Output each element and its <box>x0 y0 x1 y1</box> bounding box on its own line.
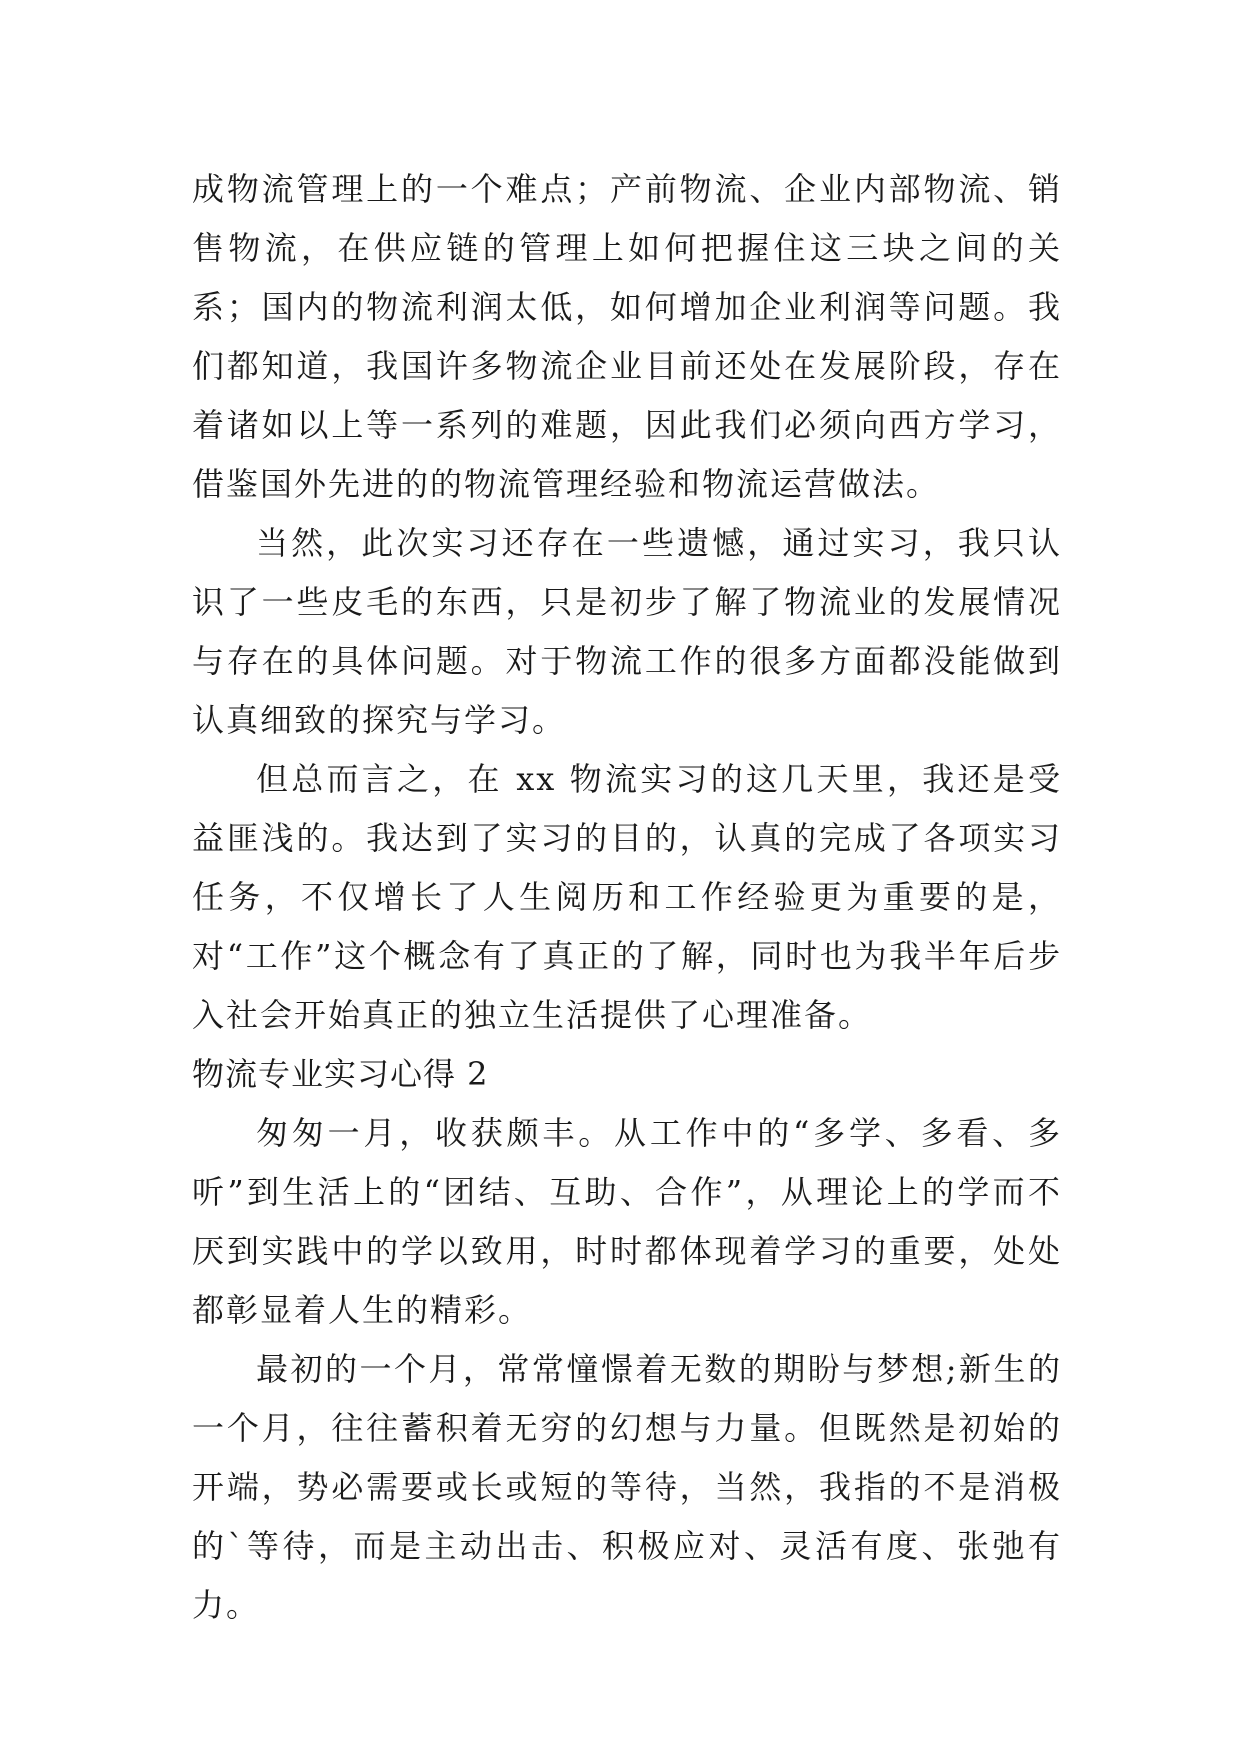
paragraph-internship-regrets: 当然，此次实习还存在一些遗憾，通过实习，我只认识了一些皮毛的东西，只是初步了解了物流业的发展情况与存在的具体问题。对于物流工作的很多方面都没能做到认真细致的探究与学习。 <box>192 524 1062 739</box>
paragraph-logistics-challenges: 成物流管理上的一个难点；产前物流、企业内部物流、销售物流，在供应链的管理上如何把握住这三块之间的关系；国内的物流利润太低，如何增加企业利润等问题。我们都知道，我国许多物流企业目前还处在发展阶段，存在着诸如以上等一系列的难题，因此我们必须向西方学习，借鉴国外先进的的物流管理经验和物流运营做法。 <box>192 170 1062 503</box>
paragraph-one-month-harvest: 匆匆一月，收获颇丰。从工作中的“多学、多看、多听”到生活上的“团结、互助、合作”，从理论上的学而不厌到实践中的学以致用，时时都体现着学习的重要，处处都彰显着人生的精彩。 <box>192 1114 1062 1329</box>
section-heading: 物流专业实习心得 2 <box>192 1055 489 1093</box>
paragraph-internship-summary: 但总而言之，在 xx 物流实习的这几天里，我还是受益匪浅的。我达到了实习的目的，认真的完成了各项实习任务，不仅增长了人生阅历和工作经验更为重要的是，对“工作”这个概念有了真正的了解，同时也为我半年后步入社会开始真正的独立生活提供了心理准备。 <box>192 760 1062 1034</box>
document-body <box>192 160 1062 1635</box>
paragraph-first-month: 最初的一个月，常常憧憬着无数的期盼与梦想;新生的一个月，往往蓄积着无穷的幻想与力量。但既然是初始的开端，势必需要或长或短的等待，当然，我指的不是消极的`等待，而是主动出击、积极应对、灵活有度、张弛有力。 <box>192 1350 1062 1624</box>
